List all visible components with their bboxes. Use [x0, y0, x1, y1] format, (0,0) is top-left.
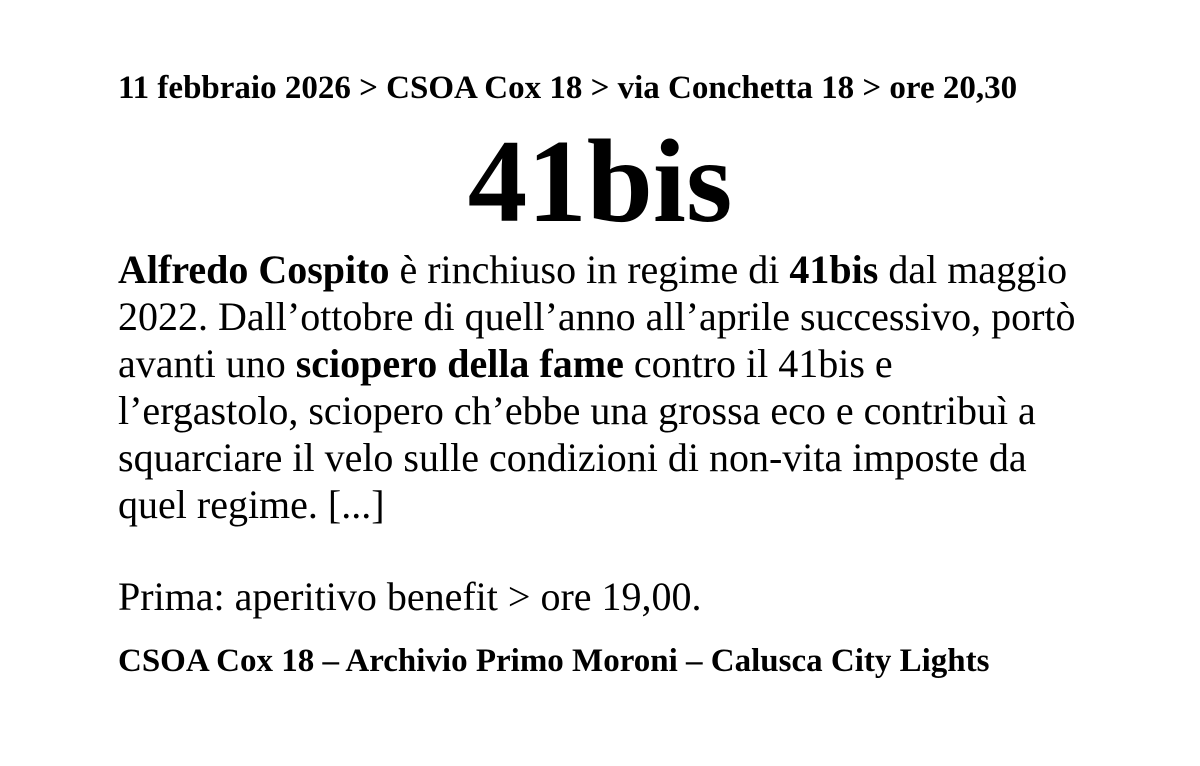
aperitivo-benefit-line: Prima: aperitivo benefit > ore 19,00.	[118, 574, 702, 619]
text-segment: dal maggio	[878, 247, 1068, 292]
event-description	[118, 246, 1100, 528]
body-line	[118, 434, 1100, 481]
event-title: 41bis	[467, 115, 733, 247]
text-segment: quel regime. [...]	[118, 482, 385, 527]
body-line	[118, 387, 1100, 434]
text-segment: l’ergastolo, sciopero ch’ebbe una grossa eco e contribuì a	[118, 388, 1036, 433]
body-line	[118, 481, 1100, 528]
text-segment: 2022. Dall’ottobre di quell’anno all’aprile successivo, portò	[118, 294, 1076, 339]
organizers-line: CSOA Cox 18 – Archivio Primo Moroni – Calusca City Lights	[118, 643, 990, 679]
text-segment: contro il 41bis e	[623, 341, 893, 386]
body-line	[118, 340, 1100, 387]
text-segment: 41bis	[789, 247, 879, 292]
body-line	[118, 246, 1100, 293]
text-segment: squarciare il velo sulle condizioni di non-vita imposte da	[118, 435, 1027, 480]
text-segment: avanti uno	[118, 341, 296, 386]
body-line	[118, 293, 1100, 340]
text-segment: sciopero della fame	[295, 341, 624, 386]
event-date-location-line: 11 febbraio 2026 > CSOA Cox 18 > via Conchetta 18 > ore 20,30	[118, 70, 1018, 106]
text-segment: è rinchiuso in regime di	[389, 247, 790, 292]
text-segment: Alfredo Cospito	[118, 247, 390, 292]
